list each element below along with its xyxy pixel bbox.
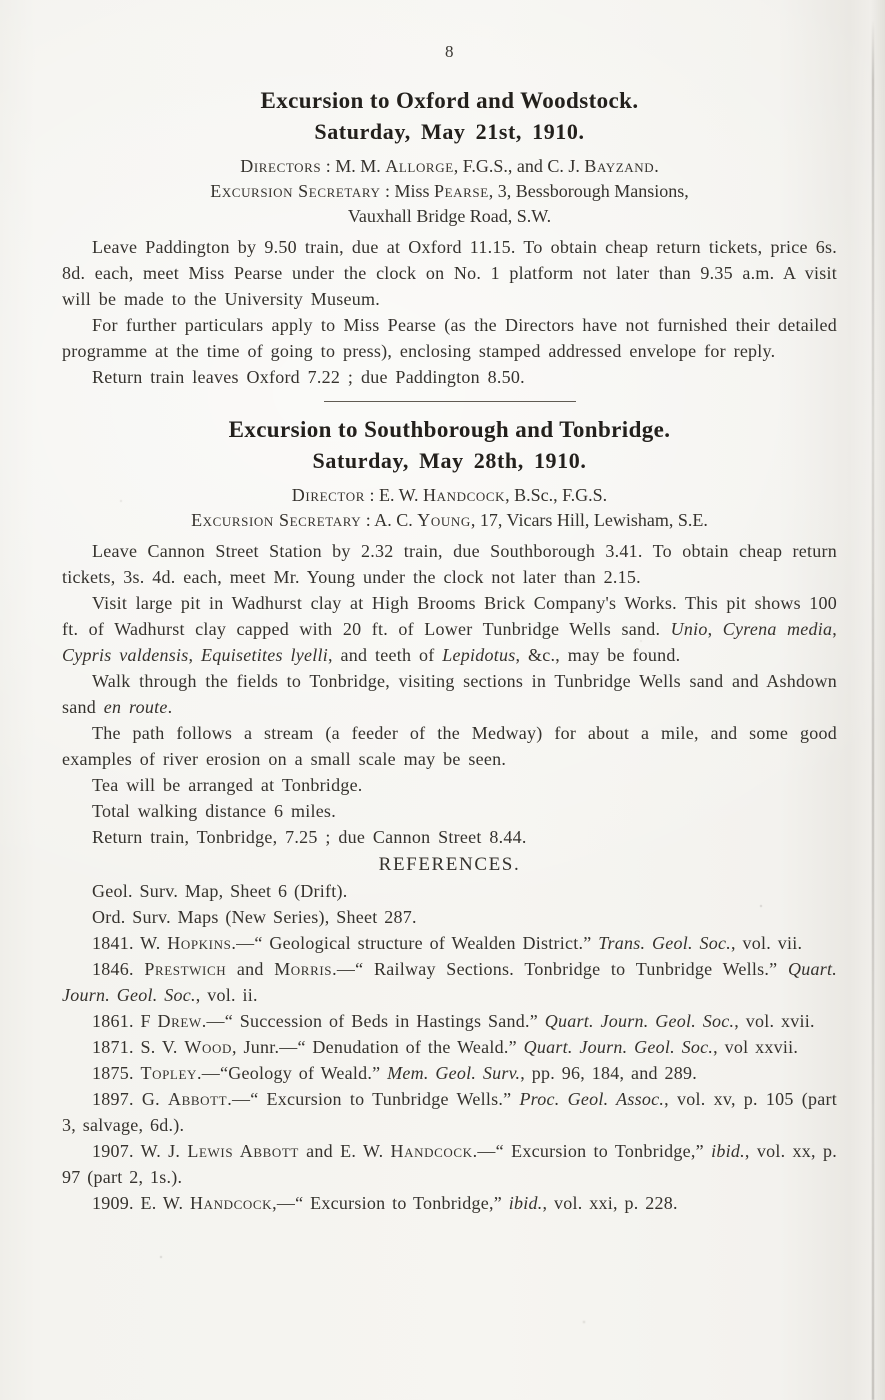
reference-entry: 1871. S. V. Wood, Junr.—“ Denudation of the Weald.” Quart. Journ. Geol. Soc., vol xxvii.: [92, 1037, 799, 1057]
paragraph-tea: Tea will be arranged at Tonbridge.: [92, 775, 363, 795]
page-edge-shadow: [872, 20, 874, 1400]
paragraph-return-train: Return train leaves Oxford 7.22 ; due Paddington 8.50.: [92, 367, 525, 387]
page-number: 8: [445, 42, 454, 61]
paragraph-return-train: Return train, Tonbridge, 7.25 ; due Cannon Street 8.44.: [92, 827, 527, 847]
paragraph-travel-out: Leave Paddington by 9.50 train, due at Oxford 11.15. To obtain cheap return tickets, price 6s. 8d. each, meet Miss Pearse under the clock on No. 1 platform not later than 9.35 a.m. A visit will be made to the University Museum.: [62, 237, 837, 309]
paragraph-walk: Walk through the fields to Tonbridge, visiting sections in Tunbridge Wells sand and Ashdown sand en route.: [62, 671, 837, 717]
director-line: Director : E. W. Handcock, B.Sc., F.G.S.: [291, 485, 608, 505]
address-line: Vauxhall Bridge Road, S.W.: [347, 206, 552, 226]
section-divider: [324, 401, 576, 402]
officers-block: [62, 483, 837, 533]
officers-block: [62, 154, 837, 229]
references-heading: REFERENCES.: [378, 854, 521, 875]
directors-line: Directors : M. M. Allorge, F.G.S., and C. J. Bayzand.: [240, 156, 659, 176]
reference-entry: 1846. Prestwich and Morris.—“ Railway Sections. Tonbridge to Tunbridge Wells.” Quart. Journ. Geol. Soc., vol. ii.: [62, 959, 838, 1005]
reference-entry: Ord. Surv. Maps (New Series), Sheet 287.: [92, 907, 417, 927]
section-southborough-tonbridge: [62, 415, 837, 1216]
paragraph-stream: The path follows a stream (a feeder of the Medway) for about a mile, and some good examples of river erosion on a small scale may be seen.: [62, 723, 837, 769]
paragraph-particulars: For further particulars apply to Miss Pearse (as the Directors have not furnished their detailed programme at the time of going to press), enclosing stamped addressed envelope for reply.: [62, 315, 837, 361]
excursion-title-southborough: Excursion to Southborough and Tonbridge.: [228, 417, 671, 442]
excursion-date-oxford: Saturday, May 21st, 1910.: [314, 119, 585, 144]
secretary-line: Excursion Secretary : A. C. Young, 17, Vicars Hill, Lewisham, S.E.: [191, 510, 708, 530]
section-oxford-woodstock: [62, 86, 837, 390]
secretary-line: Excursion Secretary : Miss Pearse, 3, Bessborough Mansions,: [210, 181, 689, 201]
reference-entry: 1909. E. W. Handcock,—“ Excursion to Tonbridge,” ibid., vol. xxi, p. 228.: [92, 1193, 678, 1213]
page-content: [62, 42, 837, 1216]
excursion-title-oxford: Excursion to Oxford and Woodstock.: [260, 88, 639, 113]
paragraph-pit-visit: Visit large pit in Wadhurst clay at High Brooms Brick Company's Works. This pit shows 100 ft. of Wadhurst clay capped with 20 ft. of Lower Tunbridge Wells sand. Unio, Cyrena media, Cypris valdensis, Equisetites lyelli, and teeth of Lepidotus, &c., may be found.: [62, 593, 837, 665]
paragraph-distance: Total walking distance 6 miles.: [92, 801, 336, 821]
paragraph-travel-out: Leave Cannon Street Station by 2.32 train, due Southborough 3.41. To obtain cheap return tickets, 3s. 4d. each, meet Mr. Young under the clock not later than 2.15.: [62, 541, 837, 587]
excursion-date-southborough: Saturday, May 28th, 1910.: [312, 448, 587, 473]
scan-speckles: [0, 0, 2, 2]
reference-entry: Geol. Surv. Map, Sheet 6 (Drift).: [92, 881, 348, 901]
reference-entry: 1861. F Drew.—“ Succession of Beds in Hastings Sand.” Quart. Journ. Geol. Soc., vol. xvii.: [92, 1011, 815, 1031]
reference-entry: 1875. Topley.—“Geology of Weald.” Mem. Geol. Surv., pp. 96, 184, and 289.: [92, 1063, 698, 1083]
reference-entry: 1841. W. Hopkins.—“ Geological structure of Wealden District.” Trans. Geol. Soc., vol. vii.: [92, 933, 803, 953]
reference-entry: 1897. G. Abbott.—“ Excursion to Tunbridge Wells.” Proc. Geol. Assoc., vol. xv, p. 105 (part 3, salvage, 6d.).: [62, 1089, 837, 1135]
reference-entry: 1907. W. J. Lewis Abbott and E. W. Handcock.—“ Excursion to Tonbridge,” ibid., vol. xx, p. 97 (part 2, 1s.).: [62, 1141, 837, 1187]
